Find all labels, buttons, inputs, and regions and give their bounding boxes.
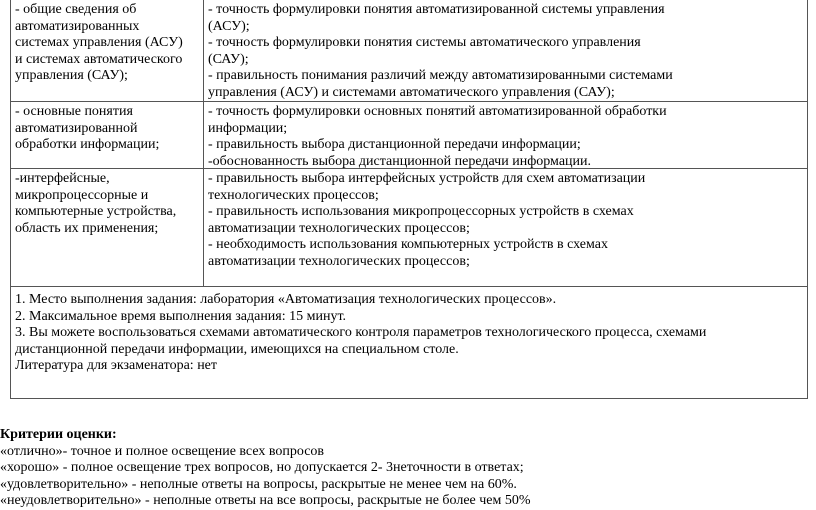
instruction-line: дистанционной передачи информации, имеющихся на специальном столе. (15, 341, 459, 357)
grading-line: «неудовлетворительно» - неполные ответы на все вопросы, раскрытые не более чем 50% (0, 493, 531, 508)
criteria-line: - точность формулировки понятия системы автоматического управления (208, 35, 641, 50)
criteria-cell (204, 169, 807, 286)
table-row (11, 101, 807, 168)
topic-line: область их применения; (15, 220, 159, 236)
topic-cell (11, 0, 204, 101)
instruction-line: 1. Место выполнения задания: лаборатория «Автоматизация технологических процессов». (15, 292, 557, 307)
instruction-line: 3. Вы можете воспользоваться схемами автоматического контроля параметров технологического процесса, схемами (15, 325, 707, 340)
criteria-line: информации; (208, 120, 288, 136)
criteria-line: автоматизации технологических процессов; (208, 220, 470, 236)
instruction-line: 2. Максимальное время выполнения задания: 15 минут. (15, 308, 347, 324)
table-row (11, 168, 807, 286)
topic-line: автоматизированных (15, 18, 140, 34)
topic-line: автоматизированной (15, 120, 138, 136)
topic-line: обработки информации; (15, 137, 160, 152)
instructions-cell (11, 286, 807, 398)
grading-title: Критерии оценки: (0, 427, 117, 442)
criteria-line: - необходимость использования компьютерных устройств в схемах (208, 237, 608, 252)
criteria-cell (204, 0, 807, 101)
criteria-line: - точность формулировки основных понятий автоматизированной обработки (208, 104, 667, 119)
assessment-table (10, 0, 808, 399)
topic-line: микропроцессорные и (15, 187, 149, 203)
criteria-line: (АСУ); (208, 18, 250, 34)
criteria-line: управления (АСУ) и системами автоматического управления (САУ); (208, 84, 615, 100)
topic-line: и системах автоматического (15, 51, 183, 67)
topic-line: - основные понятия (15, 104, 133, 119)
grading-line: «отлично»- точное и полное освещение всех вопросов (0, 443, 325, 459)
topic-line: управления (САУ); (15, 68, 128, 83)
topic-line: компьютерные устройства, (15, 204, 177, 219)
topic-line: системах управления (АСУ) (15, 35, 183, 50)
instruction-line: Литература для экзаменатора: нет (15, 358, 218, 373)
criteria-line: - точность формулировки понятия автоматизированной системы управления (208, 2, 665, 17)
criteria-cell (204, 102, 807, 168)
criteria-line: технологических процессов; (208, 187, 379, 203)
topic-cell (11, 102, 204, 168)
table-row (11, 0, 807, 101)
criteria-line: - правильность использования микропроцессорных устройств в схемах (208, 204, 634, 219)
criteria-line: - правильность выбора дистанционной передачи информации; (208, 137, 581, 152)
criteria-line: - правильность понимания различий между автоматизированными системами (208, 68, 673, 83)
criteria-line: -обоснованность выбора дистанционной передачи информации. (208, 153, 592, 169)
topic-line: -интерфейсные, (15, 171, 110, 186)
grading-line: «хорошо» - полное освещение трех вопросов, но допускается 2- 3неточности в ответах; (0, 460, 524, 475)
grading-line: «удовлетворительно» - неполные ответы на вопросы, раскрытые не менее чем на 60%. (0, 476, 517, 492)
grading-criteria (0, 427, 816, 510)
criteria-line: автоматизации технологических процессов; (208, 253, 470, 269)
topic-line: - общие сведения об (15, 2, 137, 17)
criteria-line: - правильность выбора интерфейсных устройств для схем автоматизации (208, 171, 646, 186)
topic-cell (11, 169, 204, 286)
criteria-line: (САУ); (208, 51, 249, 67)
